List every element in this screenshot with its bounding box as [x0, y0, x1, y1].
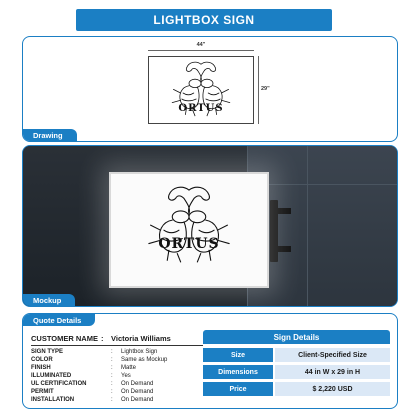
beetle-logo-mockup [119, 180, 259, 272]
sign-drawing [148, 56, 254, 124]
customer-name-value: Victoria Williams [111, 334, 171, 343]
detail-row: FINISH : Matte [31, 365, 137, 371]
customer-name-label: CUSTOMER NAME [31, 334, 98, 343]
sign-details-row-dimensions: Dimensions 44 in W x 29 in H [203, 365, 390, 379]
height-dimension-label: 29" [261, 86, 270, 92]
detail-row: UL CERTIFICATION : On Demand [31, 381, 154, 387]
sign-details-row-price: Price $ 2,220 USD [203, 382, 390, 396]
mockup-logo-text: ORTUS [158, 236, 220, 252]
page-title: LIGHTBOX SIGN [76, 9, 332, 31]
mockup-panel [22, 145, 398, 307]
lightbox-sign [109, 172, 269, 288]
sign-details-row-size: Size Client-Specified Size [203, 348, 390, 362]
detail-row: SIGN TYPE : Lightbox Sign [31, 349, 158, 355]
drawing-tab: Drawing [23, 129, 77, 141]
quote-details-panel: Quote Details CUSTOMER NAME : Victoria Williams SIGN TYPE : Lightbox Sign COLOR : Same as Mockup FINISH : Matte ILLUMINATED : Yes UL CERTIFICATION : On Demand PERMIT : On Demand INSTALLATION : On Demand Sign Details Size Client-Specified Size Dimensions 44 in W x 29 in H Price $ 2,220 USD [22, 313, 398, 409]
detail-row: PERMIT : On Demand [31, 389, 154, 395]
mockup-tab: Mockup [23, 294, 75, 306]
width-dimension-label: 44" [196, 42, 206, 48]
divider [31, 345, 203, 346]
height-dimension-line [258, 56, 259, 124]
quote-details-tab: Quote Details [23, 314, 95, 326]
detail-row: ILLUMINATED : Yes [31, 373, 131, 379]
detail-row: INSTALLATION : On Demand [31, 397, 154, 403]
width-dimension-line [148, 50, 254, 51]
detail-row: COLOR : Same as Mockup [31, 357, 168, 363]
sign-details-header: Sign Details [203, 330, 390, 344]
drawing-logo-text: ORTUS [178, 103, 224, 114]
